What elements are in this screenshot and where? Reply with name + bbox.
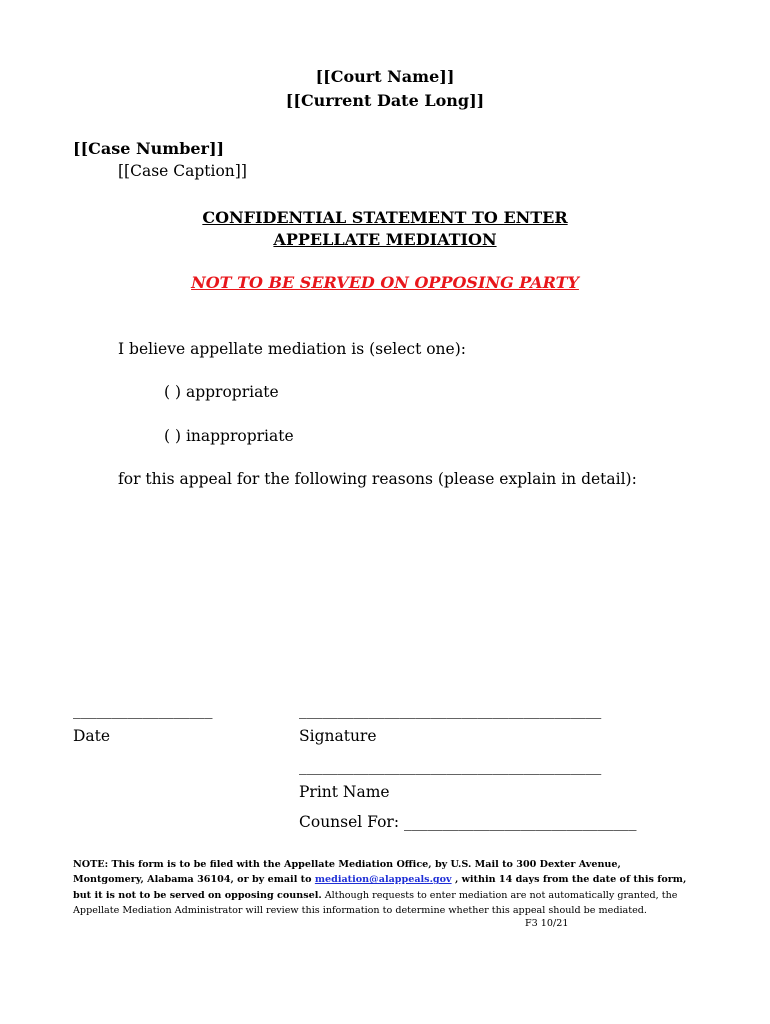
document-title-line1: CONFIDENTIAL STATEMENT TO ENTER xyxy=(202,208,568,227)
selection-prompt: I believe appellate mediation is (select one): xyxy=(118,340,466,358)
filing-note xyxy=(73,857,693,918)
option-inappropriate[interactable]: ( ) inappropriate xyxy=(164,427,294,445)
option-appropriate[interactable]: ( ) appropriate xyxy=(164,383,279,401)
note-bold-intro: NOTE: This form is to be filed with the Appellate Mediation Office, by U.S. Mail to 300 Dexter Avenue, Montgomery, Alabama 36104, or by email to xyxy=(73,859,621,886)
reasons-prompt: for this appeal for the following reasons (please explain in detail): xyxy=(118,470,637,488)
case-caption: [[Case Caption]] xyxy=(118,162,247,180)
signature-line[interactable]: _______________________________________ xyxy=(299,701,602,719)
form-code: F3 10/21 xyxy=(525,918,569,929)
date-line[interactable]: __________________ xyxy=(73,701,213,719)
case-number: [[Case Number]] xyxy=(73,139,225,158)
note-bold-deadline: , within 14 days from the date of this form, but it is not to be served on opposing counsel. xyxy=(73,874,687,901)
document-title-line2: APPELLATE MEDIATION xyxy=(273,230,497,249)
print-name-label: Print Name xyxy=(299,783,390,801)
mediation-email-link[interactable]: mediation@alappeals.gov xyxy=(314,874,452,886)
current-date: [[Current Date Long]] xyxy=(285,91,485,110)
date-label: Date xyxy=(73,727,111,745)
counsel-for-field[interactable]: Counsel For: ______________________________ xyxy=(299,813,637,831)
print-name-line[interactable]: _______________________________________ xyxy=(299,757,602,775)
note-plain-text: Although requests to enter mediation are not automatically granted, the Appellate Mediation Administrator will review this information to determine whether this appeal should be mediated. xyxy=(73,889,678,916)
court-name: [[Court Name]] xyxy=(315,67,455,86)
signature-label: Signature xyxy=(299,727,377,745)
service-warning: NOT TO BE SERVED ON OPPOSING PARTY xyxy=(191,273,579,292)
